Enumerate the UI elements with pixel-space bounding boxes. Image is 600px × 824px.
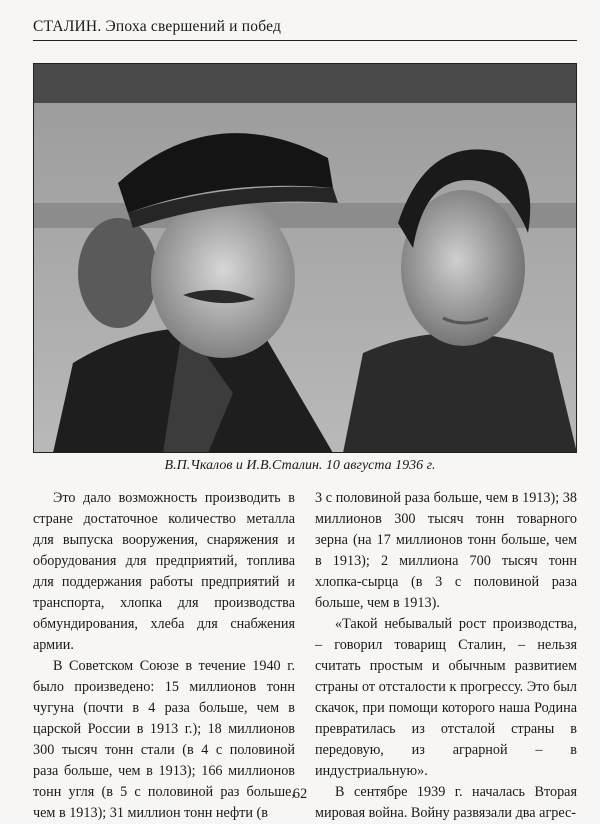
- paragraph: В Советском Союзе в течение 1940 г. было произведено: 15 миллионов тонн чугуна (почти в 4 раза больше, чем в царской России в 1913 г.); 18 миллионов 300 тысяч тонн стали (в 4 с половиной раза больше, чем в 1913); 166 миллионов тонн угля (в 5 с половиной раз больше, чем в 1913); 31 миллион тонн нефти (в: [33, 658, 295, 821]
- historical-photograph: [33, 63, 577, 453]
- page-number: 62: [292, 786, 308, 802]
- text-column-right: [315, 488, 577, 824]
- paragraph: В сентябре 1939 г. началась Вторая мировая война. Войну развязали два агрес-: [315, 784, 577, 821]
- paragraph-continued: 3 с половиной раза больше, чем в 1913); 38 миллионов 300 тысяч тонн товарного зерна (на 17 миллионов тонн больше, чем в 1913); 2 миллиона 700 тысяч тонн хлопка-сырца (в 3 с половиной раза больше, чем в 1913).: [315, 490, 577, 611]
- paragraph: «Такой небывалый рост производства, – говорил товарищ Сталин, – нельзя считать простым и обычным развитием страны от отсталости к прогрессу. Это был скачок, при помощи которого наша Родина превратилась из отсталой страны в передовую, из аграрной – в индустриальную».: [315, 616, 577, 779]
- header-rule: [33, 40, 577, 41]
- running-head-title: СТАЛИН. Эпоха свершений и побед: [33, 18, 282, 35]
- photo-caption: В.П.Чкалов и И.В.Сталин. 10 августа 1936 г.: [164, 458, 436, 473]
- paragraph: Это дало возможность производить в стране достаточное количество металла для выпуска вооружения, снаряжения и оборудования для предприятий, топлива для поддержания работы предприятий и транспорта, хлопка для производства обмундирования, хлеба для снабжения армии.: [33, 490, 295, 653]
- text-column-left: [33, 488, 295, 824]
